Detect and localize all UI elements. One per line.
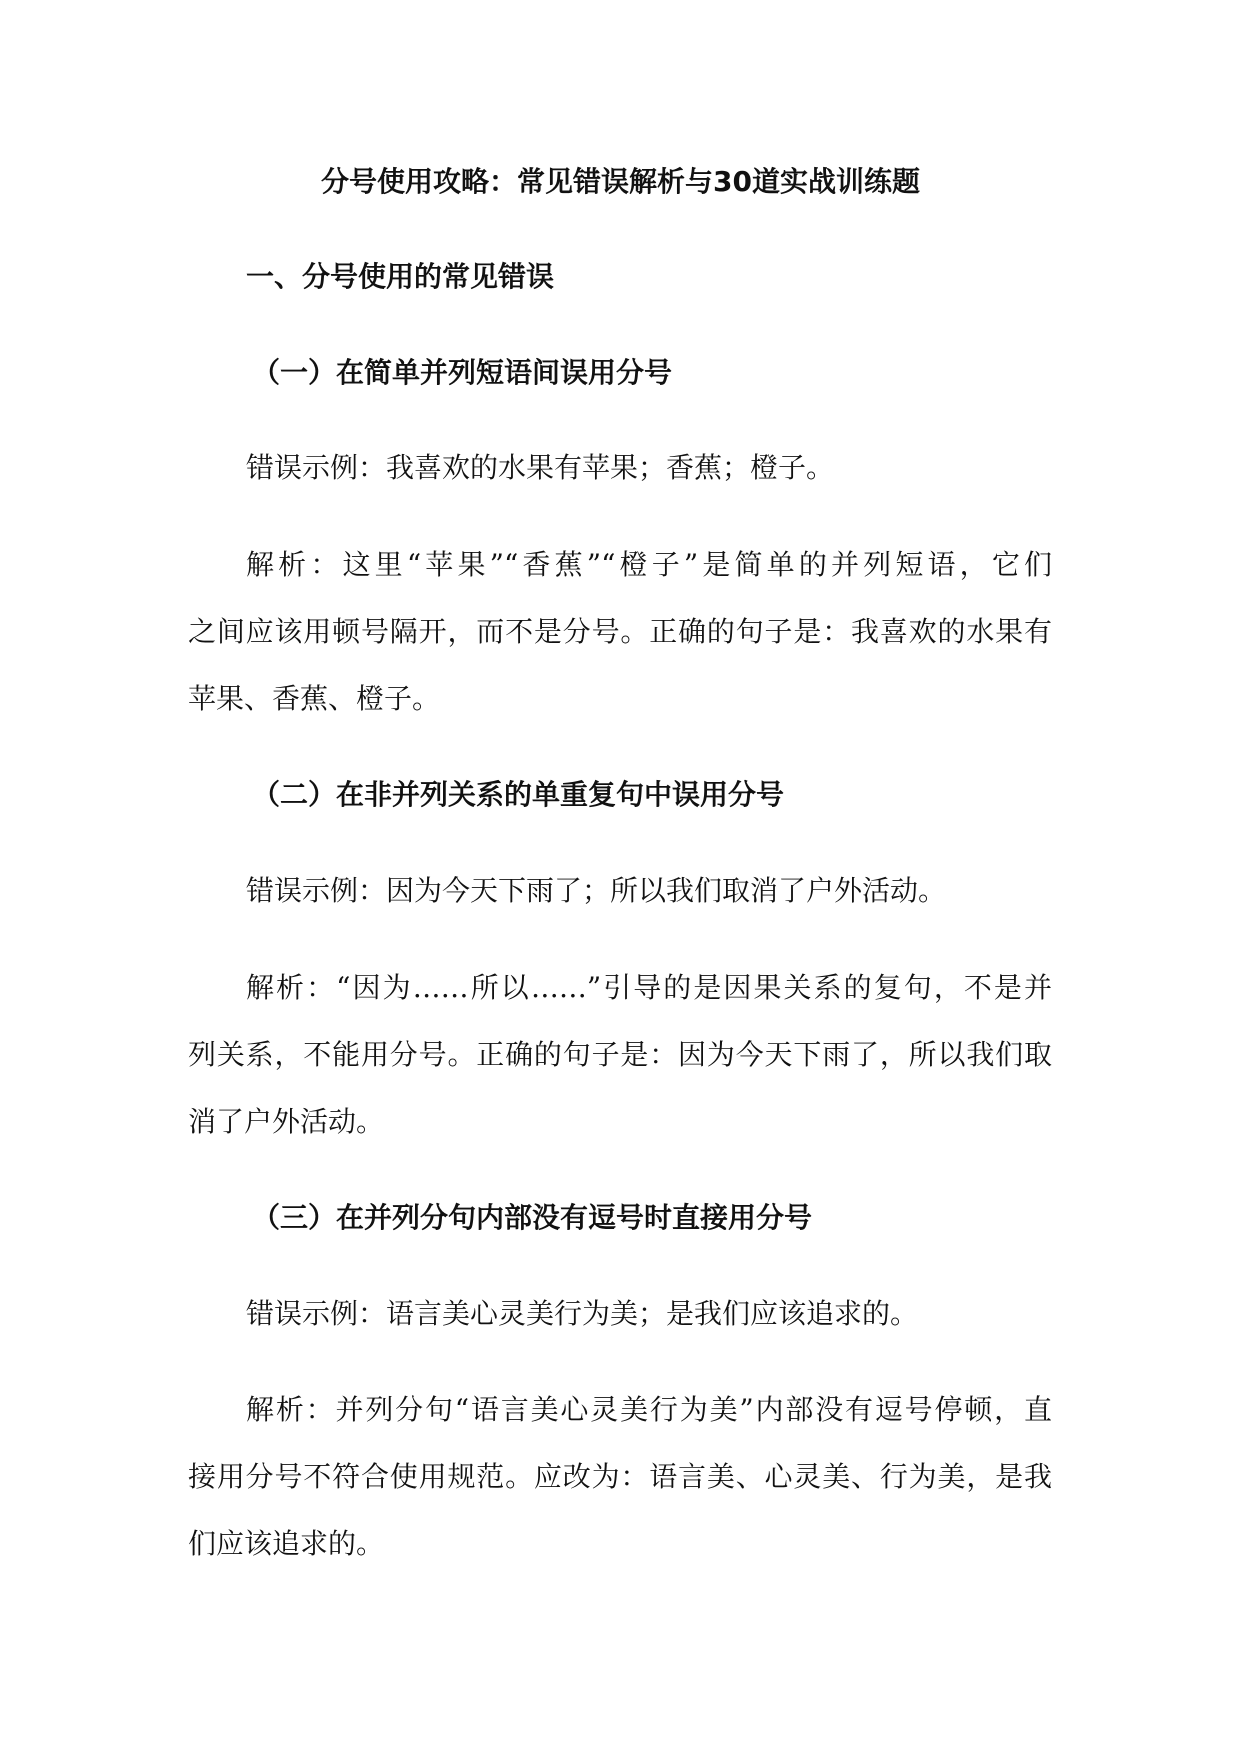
analysis-line: 们应该追求的。 — [188, 1527, 385, 1560]
analysis-line: 接用分号不符合使用规范。应改为：语言美、心灵美、行为美，是我 — [188, 1460, 1052, 1493]
subsection-heading-1: （一）在简单并列短语间误用分号 — [252, 356, 673, 389]
document-title: 分号使用攻略：常见错误解析与30道实战训练题 — [321, 165, 920, 198]
subsection-heading-2: （二）在非并列关系的单重复句中误用分号 — [252, 778, 785, 811]
analysis-line: 消了户外活动。 — [188, 1105, 385, 1138]
analysis-line: 解析：这里“苹果”“香蕉”“橙子”是简单的并列短语，它们 — [246, 548, 1052, 581]
analysis-line: 解析：“因为……所以……”引导的是因果关系的复句，不是并 — [246, 971, 1052, 1004]
error-example-3: 错误示例：语言美心灵美行为美；是我们应该追求的。 — [246, 1297, 919, 1330]
section-heading: 一、分号使用的常见错误 — [246, 260, 555, 293]
error-example-2: 错误示例：因为今天下雨了；所以我们取消了户外活动。 — [246, 874, 947, 907]
analysis-line: 解析：并列分句“语言美心灵美行为美”内部没有逗号停顿，直 — [246, 1393, 1052, 1426]
analysis-line: 苹果、香蕉、橙子。 — [188, 682, 441, 715]
error-example-1: 错误示例：我喜欢的水果有苹果；香蕉；橙子。 — [246, 451, 835, 484]
analysis-line: 之间应该用顿号隔开，而不是分号。正确的句子是：我喜欢的水果有 — [188, 615, 1052, 648]
subsection-heading-3: （三）在并列分句内部没有逗号时直接用分号 — [252, 1201, 813, 1234]
analysis-line: 列关系，不能用分号。正确的句子是：因为今天下雨了，所以我们取 — [188, 1038, 1052, 1071]
